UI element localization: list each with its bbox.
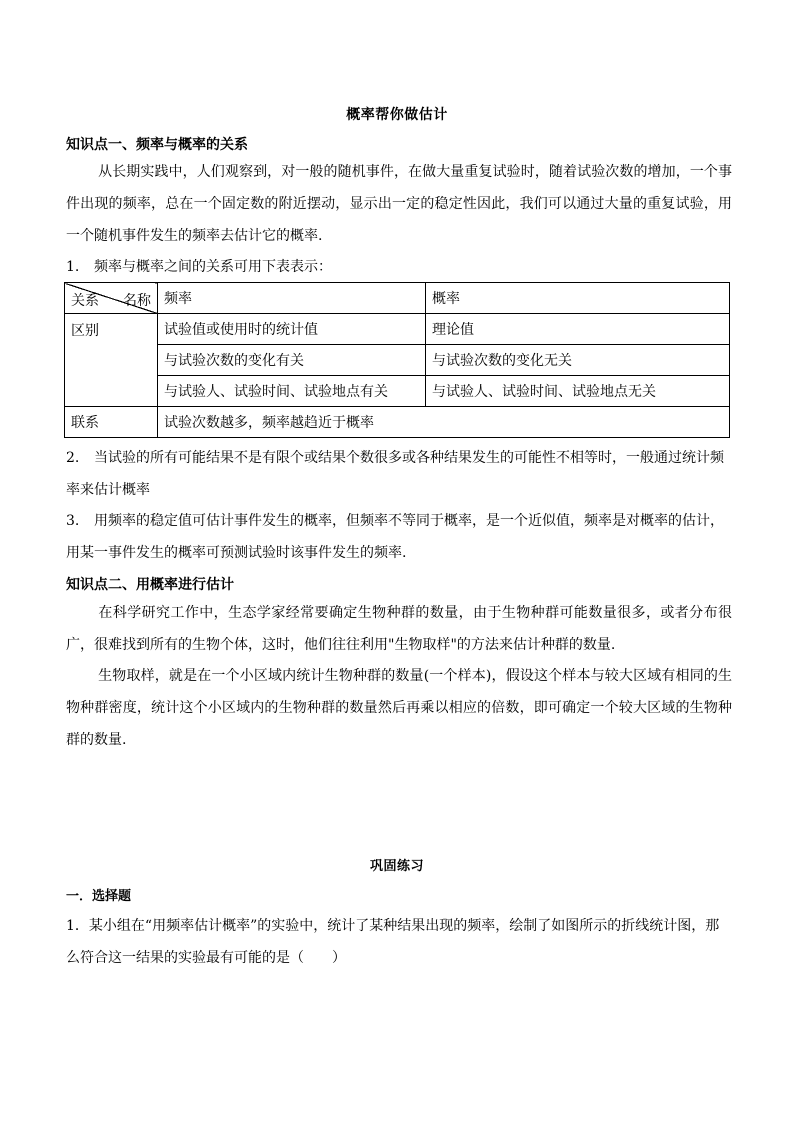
section2-para2-text: 生物取样，就是在一个小区域内统计生物种群的数量(一个样本)，假设这个样本与较大区域有相同的生物种群密度，统计这个小区域内的生物种群的数量然后再乘以相应的倍数，即可确定一个较大区域的生物种群的数量.: [66, 668, 732, 748]
table-cell: 与试验人、试验时间、试验地点无关: [426, 376, 730, 407]
header-right-label: 名称: [123, 293, 151, 309]
section2-para1-text: 在科学研究工作中，生态学家经常要确定生物种群的数量，由于生物种群可能数量很多，或者分布很广，很难找到所有的生物个体，这时，他们往往利用"生物取样"的方法来估计种群的数量.: [66, 605, 732, 653]
table-cell: 试验值或使用时的统计值: [158, 314, 426, 345]
section2-para1: [66, 597, 732, 661]
item1-text: 频率与概率之间的关系可用下表表示：: [94, 259, 332, 275]
item3-number: 3.: [66, 513, 80, 529]
practice-part-heading: 一．选择题: [66, 889, 132, 904]
question-1: [66, 910, 732, 974]
section1-heading: 知识点一、频率与概率的关系: [66, 137, 248, 153]
item1: [66, 251, 732, 283]
row-link-label: 联系: [65, 407, 158, 438]
header-frequency: 频率: [158, 283, 426, 314]
item3: [66, 505, 732, 569]
header-left-label: 关系: [71, 293, 99, 309]
relation-table: [64, 282, 730, 438]
table-diagonal-header: [65, 283, 158, 314]
section1-intro: [66, 156, 732, 252]
table-cell: 与试验次数的变化有关: [158, 345, 426, 376]
table-cell: 理论值: [426, 314, 730, 345]
item2-text: 当试验的所有可能结果不是有限个或结果个数很多或各种结果发生的可能性不相等时，一般通过统计频率来估计概率: [66, 450, 724, 498]
table-cell: 与试验人、试验时间、试验地点有关: [158, 376, 426, 407]
row-link-text: 试验次数越多，频率越趋近于概率: [158, 407, 730, 438]
page-title: 概率帮你做估计: [346, 107, 448, 123]
question-1-number: 1．: [66, 918, 89, 934]
item3-text: 用频率的稳定值可估计事件发生的概率，但频率不等同于概率，是一个近似值，频率是对概率的估计，用某一事件发生的概率可预测试验时该事件发生的频率.: [66, 513, 724, 561]
row-diff-label: 区别: [65, 314, 158, 407]
item2: [66, 442, 732, 506]
section2-para2: [66, 660, 732, 756]
table-header-row: [65, 283, 730, 314]
header-probability: 概率: [426, 283, 730, 314]
item1-number: 1.: [66, 259, 80, 275]
table-row: [65, 314, 730, 345]
question-1-text: 某小组在“用频率估计概率”的实验中，统计了某种结果出现的频率，绘制了如图所示的折线统计图，那么符合这一结果的实验最有可能的是（ ）: [66, 918, 720, 966]
section2-heading: 知识点二、用概率进行估计: [66, 577, 234, 593]
item2-number: 2.: [66, 450, 80, 466]
table-cell: 与试验次数的变化无关: [426, 345, 730, 376]
practice-title: 巩固练习: [369, 859, 424, 874]
table-row: [65, 407, 730, 438]
section1-intro-text: 从长期实践中，人们观察到，对一般的随机事件，在做大量重复试验时，随着试验次数的增加，一个事件出现的频率，总在一个固定数的附近摆动，显示出一定的稳定性因此，我们可以通过大量的重复试验，用一个随机事件发生的频率去估计它的概率.: [66, 164, 732, 244]
table-row: [65, 345, 730, 376]
table-row: [65, 376, 730, 407]
